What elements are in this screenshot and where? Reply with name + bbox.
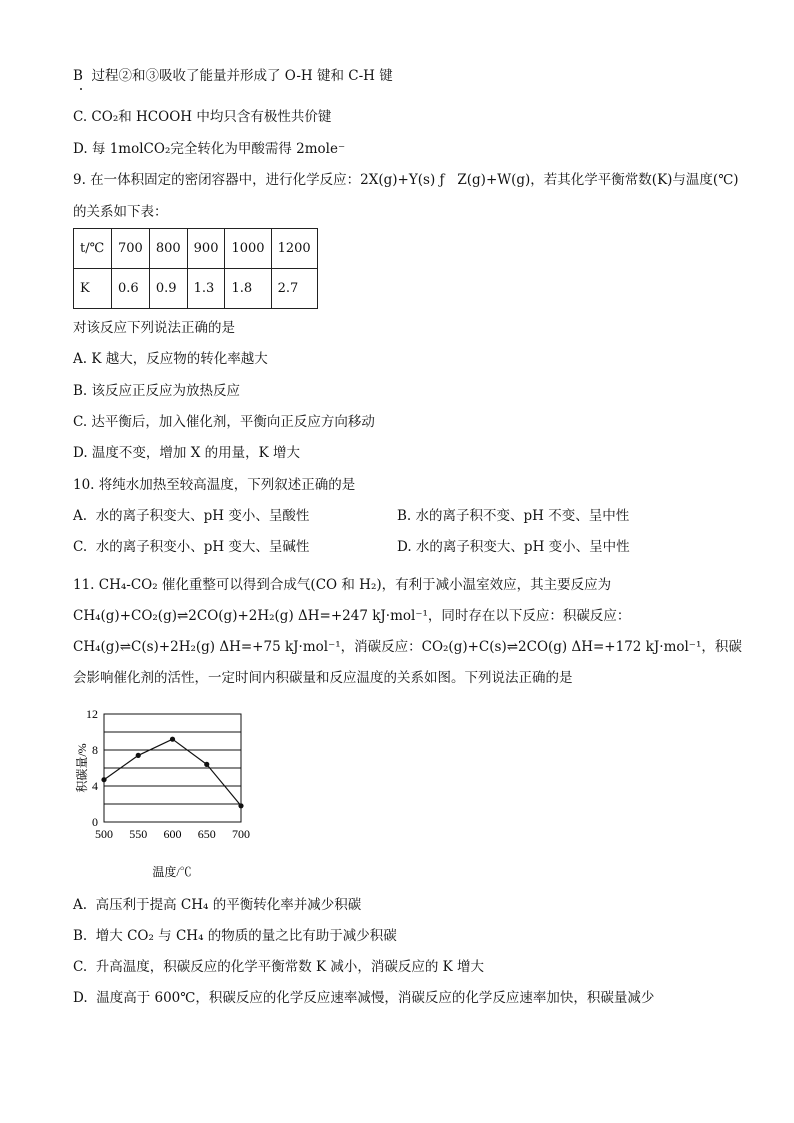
chart-gridlines xyxy=(104,732,241,804)
table-row-label: K xyxy=(74,269,112,309)
table-cell: 1000 xyxy=(225,229,271,269)
x-tick-label: 600 xyxy=(163,827,182,841)
x-tick-label: 550 xyxy=(129,827,148,841)
series-line xyxy=(104,739,241,806)
table-cell: 800 xyxy=(149,229,187,269)
table-header-label: t/℃ xyxy=(74,229,112,269)
table-cell: 1.8 xyxy=(225,269,271,309)
q9-prompt: 对该反应下列说法正确的是 xyxy=(73,320,235,336)
data-points xyxy=(101,737,243,809)
q9-option-c: C. 达平衡后，加入催化剂，平衡向正反应方向移动 xyxy=(73,414,375,430)
q10-option-d: D. 水的离子积变大、pH 变小、呈中性 xyxy=(397,539,630,555)
q11-stem-line2: CH₄(g)+CO₂(g)⇌2CO(g)+2H₂(g) ΔH=+247 kJ·mol⁻¹，同时存在以下反应：积碳反应： xyxy=(73,608,631,624)
q11-stem-line3: CH₄(g)⇌C(s)+2H₂(g) ΔH=+75 kJ·mol⁻¹，消碳反应：CO₂(g)+C(s)⇌2CO(g) ΔH=+172 kJ·mol⁻¹，积碳 xyxy=(73,639,742,655)
q11-option-b: B. 增大 CO₂ 与 CH₄ 的物质的量之比有助于减少积碳 xyxy=(73,928,397,944)
q9-stem-line1: 9. 在一体积固定的密闭容器中，进行化学反应：2X(g)+Y(s) ƒ Z(g)+W(g)，若其化学平衡常数(K)与温度(℃) xyxy=(73,172,739,188)
x-tick-label: 700 xyxy=(232,827,250,841)
y-tick-label: 8 xyxy=(92,743,98,757)
k-temperature-table xyxy=(73,228,318,309)
x-tick-labels xyxy=(95,827,250,841)
table-cell: 900 xyxy=(187,229,225,269)
q11-stem-line1: 11. CH₄-CO₂ 催化重整可以得到合成气(CO 和 H₂)，有利于减小温室效应，其主要反应为 xyxy=(73,577,612,593)
table-cell: 0.6 xyxy=(112,269,150,309)
q9-option-d: D. 温度不变，增加 X 的用量，K 增大 xyxy=(73,445,300,461)
q10-stem: 10. 将纯水加热至较高温度，下列叙述正确的是 xyxy=(73,477,356,493)
y-tick-label: 12 xyxy=(86,707,98,721)
q9-stem-line2: 的关系如下表： xyxy=(73,204,168,220)
q11-option-a: A. 高压利于提高 CH₄ 的平衡转化率并减少积碳 xyxy=(73,897,362,913)
table-cell: 2.7 xyxy=(271,269,317,309)
table-cell: 0.9 xyxy=(149,269,187,309)
table-cell: 1200 xyxy=(271,229,317,269)
x-tick-label: 500 xyxy=(95,827,113,841)
carbon-deposition-chart xyxy=(60,700,280,885)
decorative-dot xyxy=(80,88,82,90)
q8-option-b: B 过程②和③吸收了能量并形成了 O-H 键和 C-H 键 xyxy=(73,68,393,84)
q11-option-c: C. 升高温度，积碳反应的化学平衡常数 K 减小，消碳反应的 K 增大 xyxy=(73,959,485,975)
data-point xyxy=(101,777,106,782)
q10-option-b: B. 水的离子积不变、pH 不变、呈中性 xyxy=(397,508,630,524)
x-axis-label: 温度/℃ xyxy=(152,865,192,879)
table-row-temperature xyxy=(74,229,318,269)
table-row-k xyxy=(74,269,318,309)
q9-option-b: B. 该反应正反应为放热反应 xyxy=(73,383,241,399)
table-cell: 1.3 xyxy=(187,269,225,309)
q10-option-a: A. 水的离子积变大、pH 变小、呈酸性 xyxy=(73,508,310,524)
data-point xyxy=(204,762,209,767)
x-tick-label: 650 xyxy=(197,827,216,841)
q10-option-c: C. 水的离子积变小、pH 变大、呈碱性 xyxy=(73,539,310,555)
y-tick-label: 4 xyxy=(92,779,98,793)
q8-option-c: C. CO₂和 HCOOH 中均只含有极性共价键 xyxy=(73,109,332,125)
q11-option-d: D. 温度高于 600℃，积碳反应的化学反应速率减慢，消碳反应的化学反应速率加快，积碳量减少 xyxy=(73,990,655,1006)
q8-option-d: D. 每 1molCO₂完全转化为甲酸需得 2mole⁻ xyxy=(73,141,346,157)
y-axis-label: 积碳量/% xyxy=(75,743,89,793)
q9-option-a: A. K 越大，反应物的转化率越大 xyxy=(73,351,268,367)
q11-stem-line4: 会影响催化剂的活性，一定时间内积碳量和反应温度的关系如图。下列说法正确的是 xyxy=(73,670,573,686)
data-point xyxy=(170,737,175,742)
data-point xyxy=(136,753,141,758)
data-point xyxy=(238,803,243,808)
y-tick-label: 0 xyxy=(92,815,98,829)
table-cell: 700 xyxy=(112,229,150,269)
